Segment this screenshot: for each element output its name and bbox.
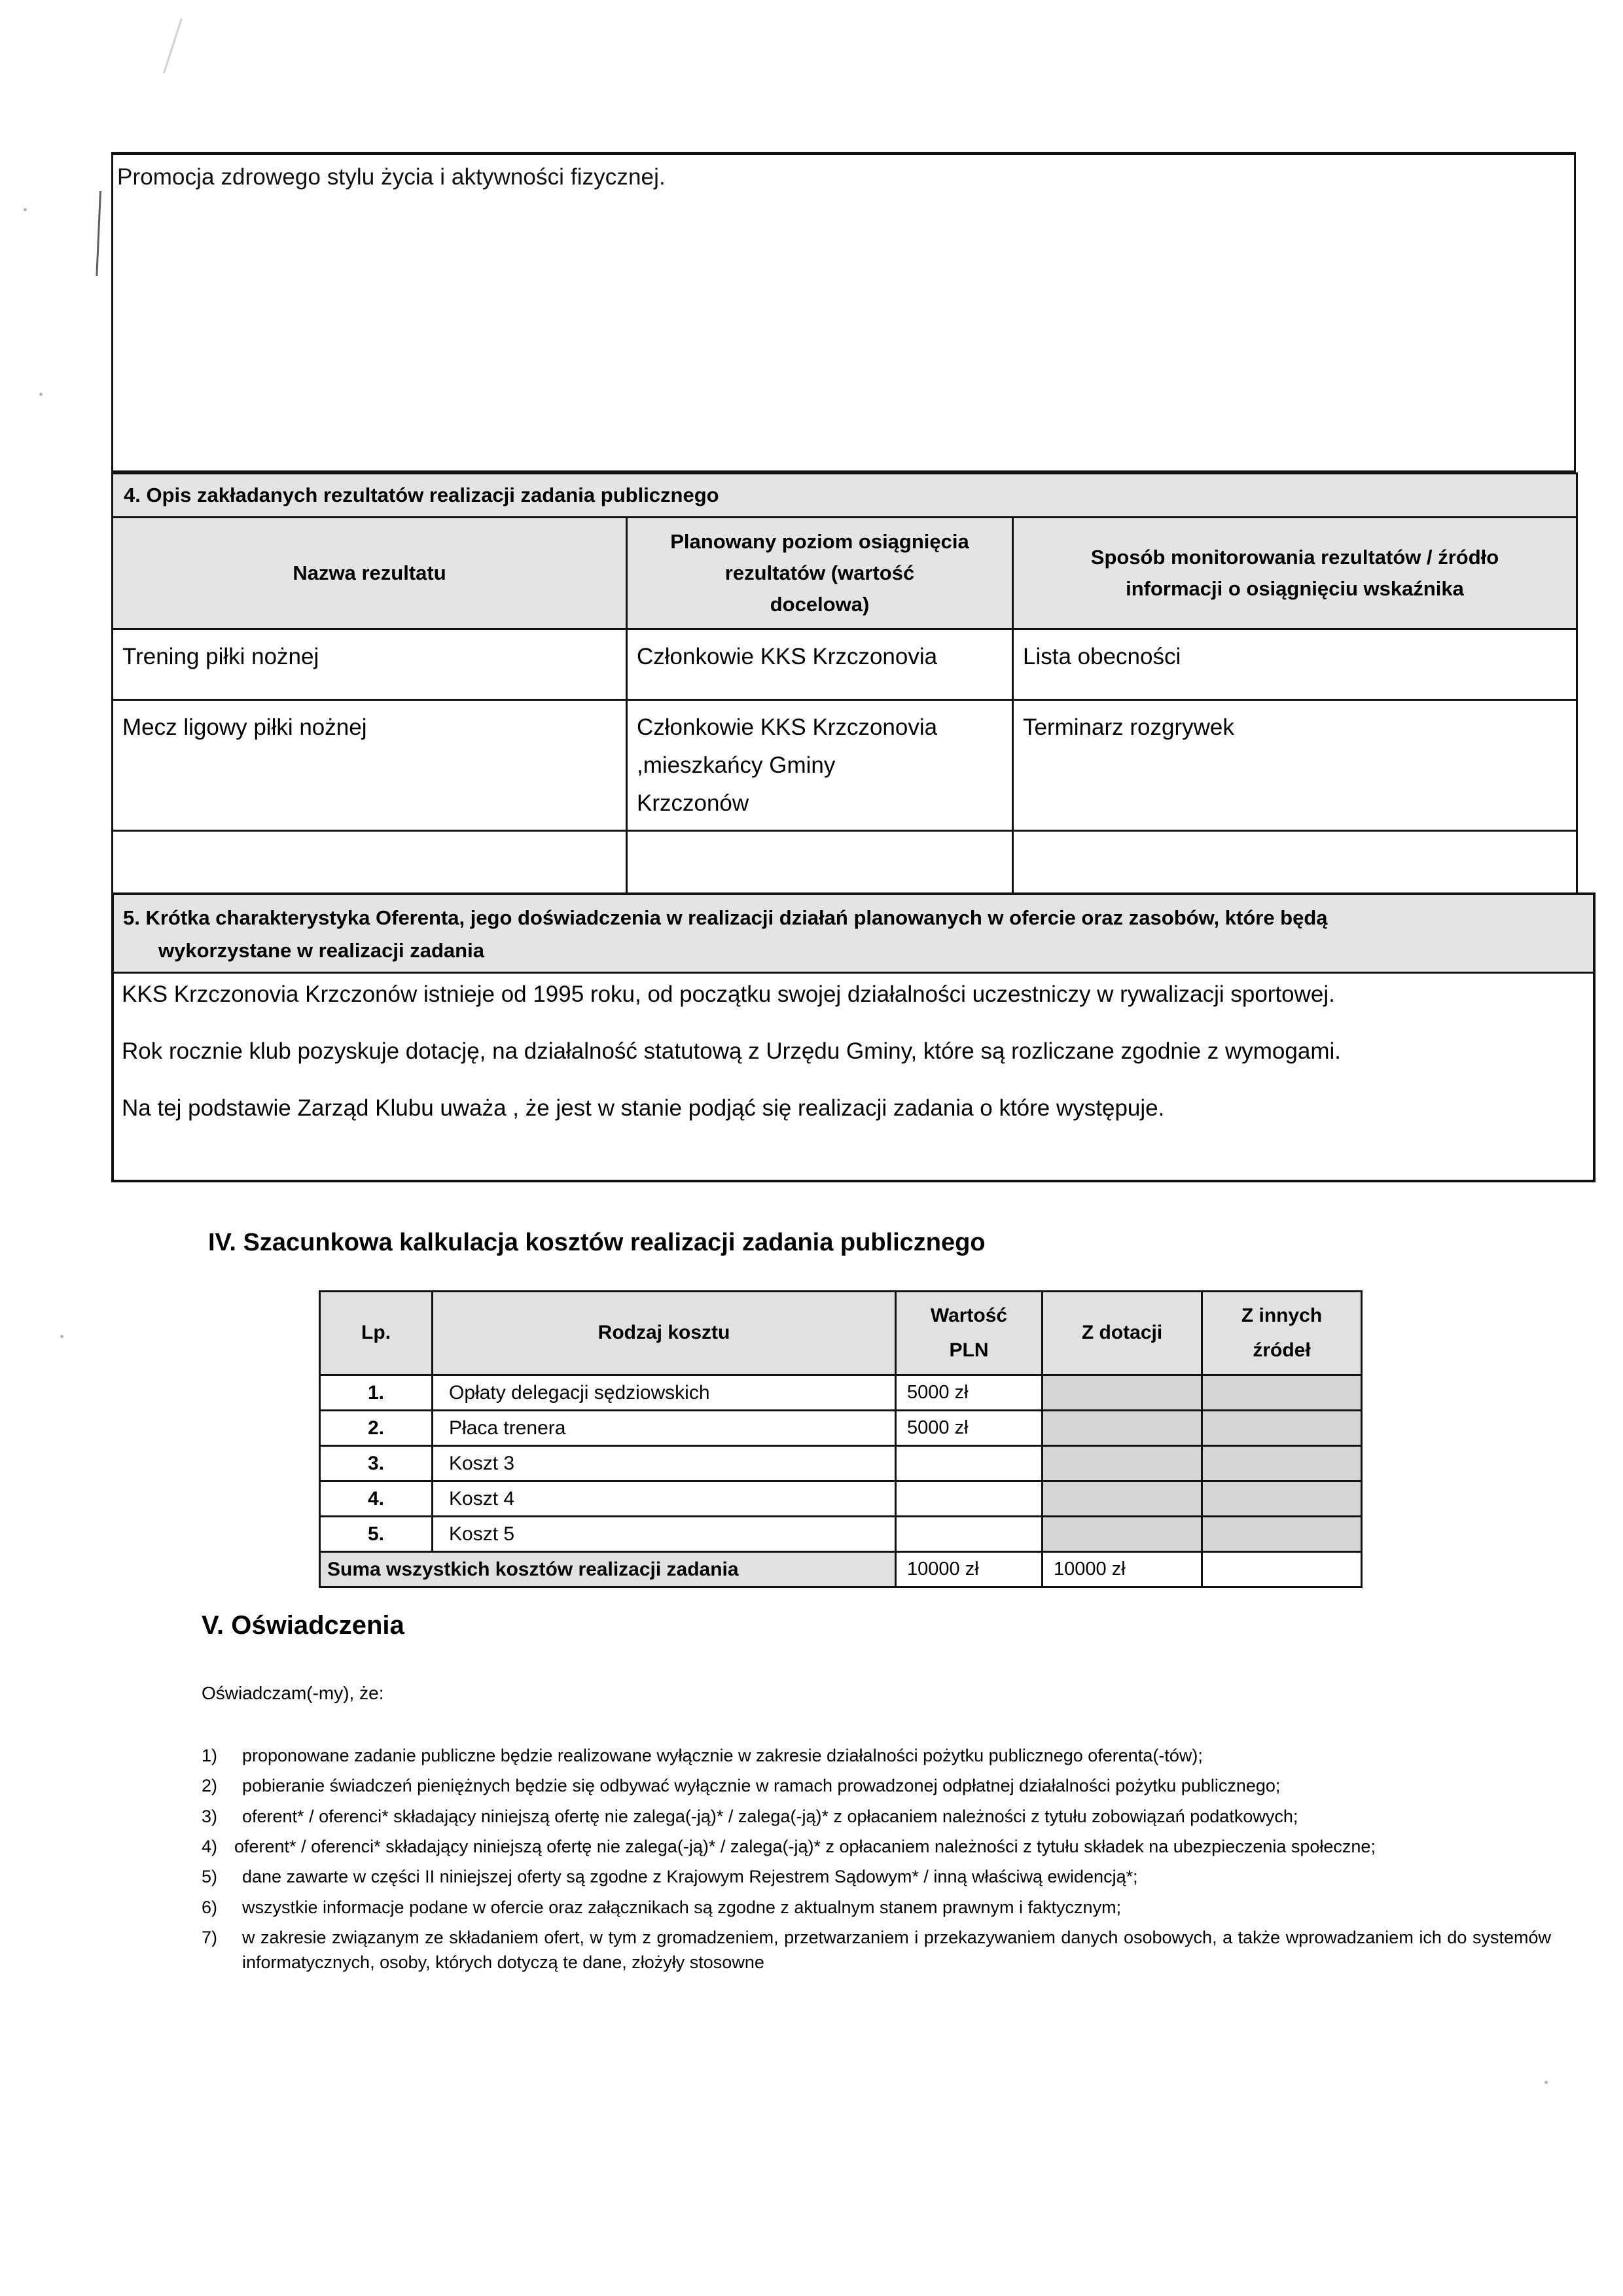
- cost-summary-label: Suma wszystkich kosztów realizacji zadania: [320, 1552, 896, 1587]
- cost-kind: Koszt 3: [433, 1446, 896, 1481]
- col-header-planned-level: [627, 518, 1013, 629]
- cost-kind: Płaca trenera: [433, 1411, 896, 1446]
- cost-summary-row: [320, 1552, 1362, 1587]
- cost-summary-grant: 10000 zł: [1043, 1552, 1202, 1587]
- cost-lp: 3.: [320, 1446, 433, 1481]
- section5-paragraph: Rok rocznie klub pozyskuje dotację, na działalność statutową z Urzędu Gminy, które są rozliczane zgodnie z wymogami.: [122, 1038, 1341, 1064]
- cost-value: 5000 zł: [896, 1411, 1043, 1446]
- cost-value: [896, 1446, 1043, 1481]
- cost-lp: 5.: [320, 1517, 433, 1552]
- cost-grant: [1043, 1517, 1202, 1552]
- section5-body-box: [111, 972, 1596, 1182]
- cost-value: [896, 1481, 1043, 1517]
- declaration-number: 1): [202, 1746, 218, 1765]
- cost-other: [1202, 1375, 1362, 1411]
- cost-col-header-other-line1: Z innych: [1241, 1305, 1323, 1326]
- planned-level-line1: Członkowie KKS Krzczonovia: [637, 715, 938, 741]
- section-v-title: V. Oświadczenia: [202, 1611, 404, 1640]
- declaration-number: 2): [202, 1776, 218, 1796]
- monitoring-cell: Terminarz rozgrywek: [1013, 700, 1577, 831]
- planned-level-line3: Krzczonów: [637, 790, 749, 816]
- section4-banner: 4. Opis zakładanych rezultatów realizacji zadania publicznego: [113, 474, 1577, 518]
- result-name-cell: [113, 831, 627, 894]
- declaration-item: [202, 1743, 1551, 1768]
- declaration-text: w zakresie związanym ze składaniem ofert, w tym z gromadzeniem, przetwarzaniem i przekazywaniem danych osobowych, a także wprowadzaniem ich do systemów informatycznych, osoby, których dotyczą te dane, złożyły stosowne: [242, 1927, 1551, 1973]
- section5-header: [111, 892, 1596, 978]
- declaration-text: oferent* / oferenci* składający niniejszą ofertę nie zalega(-ją)* / zalega(-ją)* z opłacaniem należności z tytułu zobowiązań podatkowych;: [242, 1806, 1298, 1826]
- section5-header-line2: wykorzystane w realizacji zadania: [158, 939, 484, 963]
- section5-header-line1: 5. Krótka charakterystyka Oferenta, jego doświadczenia w realizacji działań planowanych w ofercie oraz zasobów, które będą: [123, 906, 1328, 929]
- cost-other: [1202, 1517, 1362, 1552]
- cost-other: [1202, 1481, 1362, 1517]
- col-header-monitoring-line1: Sposób monitorowania rezultatów / źródło: [1090, 546, 1499, 569]
- col-header-planned-level-line3: docelowa): [770, 593, 870, 616]
- declaration-number: 5): [202, 1867, 218, 1887]
- cost-grant: [1043, 1411, 1202, 1446]
- col-header-result-name: [113, 518, 627, 629]
- planned-level-cell: [627, 831, 1013, 894]
- cost-col-header-value: [896, 1292, 1043, 1375]
- cost-kind: Koszt 4: [433, 1481, 896, 1517]
- cost-lp: 1.: [320, 1375, 433, 1411]
- cost-grant: [1043, 1375, 1202, 1411]
- cost-header-row: [320, 1292, 1362, 1375]
- cost-col-header-other-line2: źródeł: [1253, 1339, 1311, 1361]
- cost-col-header-value-line1: Wartość: [930, 1305, 1008, 1326]
- declaration-item: [202, 1895, 1551, 1920]
- declaration-item: [202, 1925, 1551, 1975]
- declaration-text: pobieranie świadczeń pieniężnych będzie się odbywać wyłącznie w ramach prowadzonej odpłatnej działalności pożytku publicznego;: [242, 1776, 1281, 1796]
- cost-value: [896, 1517, 1043, 1552]
- planned-level-cell: [627, 629, 1013, 700]
- cost-col-header-other: [1202, 1292, 1362, 1375]
- declarations-list: [202, 1743, 1551, 1981]
- declaration-item: [202, 1804, 1551, 1829]
- result-name-cell: Mecz ligowy piłki nożnej: [113, 700, 627, 831]
- monitoring-cell: [1013, 831, 1577, 894]
- declaration-number: 3): [202, 1806, 218, 1826]
- cost-kind: Opłaty delegacji sędziowskich: [433, 1375, 896, 1411]
- declaration-number: 6): [202, 1897, 218, 1917]
- declaration-number: 7): [202, 1927, 218, 1947]
- col-header-result-name-label: Nazwa rezultatu: [293, 561, 446, 585]
- table-row-empty: [113, 831, 1577, 894]
- cost-col-header-kind: Rodzaj kosztu: [433, 1292, 896, 1375]
- cost-other: [1202, 1411, 1362, 1446]
- planned-level-cell: [627, 700, 1013, 831]
- cost-col-header-lp: Lp.: [320, 1292, 433, 1375]
- cost-table-row: [320, 1446, 1362, 1481]
- cost-col-header-grant: Z dotacji: [1043, 1292, 1202, 1375]
- cost-lp: 4.: [320, 1481, 433, 1517]
- table-header-row: [113, 518, 1577, 629]
- declaration-item: [202, 1834, 1551, 1859]
- section5-paragraph: KKS Krzczonovia Krzczonów istnieje od 1995 roku, od początku swojej działalności uczestniczy w rywalizacji sportowej.: [122, 981, 1335, 1007]
- cost-summary-other: [1202, 1552, 1362, 1587]
- col-header-planned-level-line2: rezultatów (wartość: [724, 561, 915, 585]
- section-iv-title: IV. Szacunkowa kalkulacja kosztów realizacji zadania publicznego: [208, 1229, 986, 1256]
- cost-table-row: [320, 1481, 1362, 1517]
- cost-grant: [1043, 1481, 1202, 1517]
- planned-level-line1: Członkowie KKS Krzczonovia: [637, 644, 938, 670]
- cost-table-row: [320, 1375, 1362, 1411]
- cost-grant: [1043, 1446, 1202, 1481]
- cost-table-row: [320, 1411, 1362, 1446]
- monitoring-cell: Lista obecności: [1013, 629, 1577, 700]
- cost-other: [1202, 1446, 1362, 1481]
- cost-lp: 2.: [320, 1411, 433, 1446]
- declaration-text: wszystkie informacje podane w ofercie oraz załącznikach są zgodne z aktualnym stanem prawnym i faktycznym;: [242, 1897, 1122, 1917]
- table-row: [113, 629, 1577, 700]
- planned-level-line2: ,mieszkańcy Gminy: [637, 752, 836, 778]
- section5-paragraph: Na tej podstawie Zarząd Klubu uważa , że jest w stanie podjąć się realizacji zadania o które występuje.: [122, 1095, 1165, 1121]
- scan-speck: [24, 208, 27, 211]
- scan-artifact-streak: [163, 18, 183, 74]
- cost-col-header-value-line2: PLN: [949, 1339, 989, 1361]
- result-name-cell: Trening piłki nożnej: [113, 629, 627, 700]
- declaration-number: 4): [202, 1836, 218, 1856]
- cost-summary-value: 10000 zł: [896, 1552, 1043, 1587]
- table-row: [113, 700, 1577, 831]
- expected-results-table: [111, 472, 1578, 894]
- cost-table-row: [320, 1517, 1362, 1552]
- declaration-item: [202, 1773, 1551, 1798]
- scan-speck: [39, 393, 43, 396]
- cost-calculation-table: [319, 1290, 1363, 1588]
- section-v-intro: Oświadczam(-my), że:: [202, 1683, 384, 1703]
- cost-value: 5000 zł: [896, 1375, 1043, 1411]
- task-description-box: [111, 152, 1576, 472]
- scan-speck: [1544, 2081, 1548, 2084]
- col-header-planned-level-line1: Planowany poziom osiągnięcia: [670, 530, 969, 553]
- table-row-banner: [113, 474, 1577, 518]
- declaration-text: proponowane zadanie publiczne będzie realizowane wyłącznie w zakresie działalności pożytku publicznego oferenta(-tów);: [242, 1746, 1203, 1765]
- col-header-monitoring-line2: informacji o osiągnięciu wskaźnika: [1126, 577, 1464, 601]
- task-description-text: Promocja zdrowego stylu życia i aktywności fizycznej.: [117, 164, 666, 190]
- declaration-text: oferent* / oferenci* składający niniejszą ofertę nie zalega(-ją)* / zalega(-ją)* z opłacaniem należności z tytułu składek na ubezpieczenia społeczne;: [234, 1836, 1376, 1856]
- scan-speck: [60, 1335, 63, 1338]
- col-header-monitoring: [1013, 518, 1577, 629]
- scan-artifact-edge-line: [96, 191, 101, 276]
- declaration-item: [202, 1864, 1551, 1889]
- declaration-text: dane zawarte w części II niniejszej oferty są zgodne z Krajowym Rejestrem Sądowym* / inną właściwą ewidencją*;: [242, 1867, 1138, 1887]
- cost-kind: Koszt 5: [433, 1517, 896, 1552]
